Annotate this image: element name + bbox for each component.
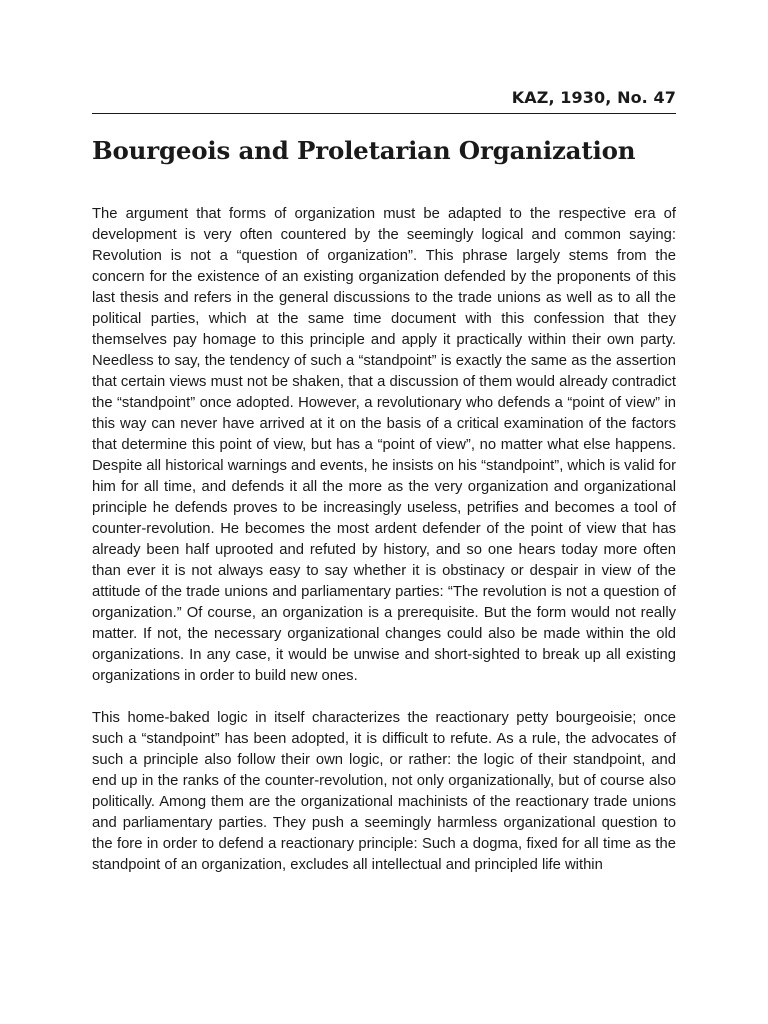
journal-reference: KAZ, 1930, No. 47 xyxy=(511,88,676,107)
article-title: Bourgeois and Proletarian Organization xyxy=(92,136,636,165)
document-page xyxy=(92,0,676,1024)
article-body xyxy=(92,204,676,897)
paragraph-2: This home-baked logic in itself characterizes the reactionary petty bourgeoisie; once such a “standpoint” has been adopted, it is difficult to refute. As a rule, the advocates of such a principle also follow their own logic, or rather: the logic of their standpoint, and end up in the ranks of the counter-revolution, not only organizationally, but of course also politically. Among them are the organizational machinists of the reactionary trade unions and parliamentary parties. They push a seemingly harmless organizational question to the fore in order to defend a reactionary principle: Such a dogma, fixed for all time as the standpoint of an organization, excludes all intellectual and principled life within xyxy=(92,710,676,873)
paragraph-1: The argument that forms of organization must be adapted to the respective era of development is very often countered by the seemingly logical and common saying: Revolution is not a “question of organization”. This phrase largely stems from the concern for the existence of an existing organization defended by the proponents of this last thesis and refers in the general discussions to the trade unions as well as to all the political parties, which at the same time document with this confession that they themselves pay homage to this principle and apply it practically within their own party. Needless to say, the tendency of such a “standpoint” is exactly the same as the assertion that certain views must not be shaken, that a discussion of them would already contradict the “standpoint” once adopted. However, a revolutionary who defends a “point of view” in this way can never have arrived at it on the basis of a critical examination of the factors that determine this point of view, but has a “point of view”, no matter what else happens. Despite all historical warnings and events, he insists on his “standpoint”, which is valid for him for all time, and defends it all the more as the very organization and organizational principle he defends proves to be increasingly useless, petrifies and becomes a tool of counter-revolution. He becomes the most ardent defender of the point of view that has already been half uprooted and refuted by history, and so one hears today more often than ever it is not always easy to say whether it is obstinacy or despair in view of the attitude of the trade unions and parliamentary parties: “The revolution is not a question of organization.” Of course, an organization is a prerequisite. But the form would not really matter. If not, the necessary organizational changes could also be made within the old organizations. In any case, it would be unwise and short-sighted to break up all existing organizations in order to build new ones. xyxy=(92,206,676,684)
header-rule xyxy=(92,113,676,114)
